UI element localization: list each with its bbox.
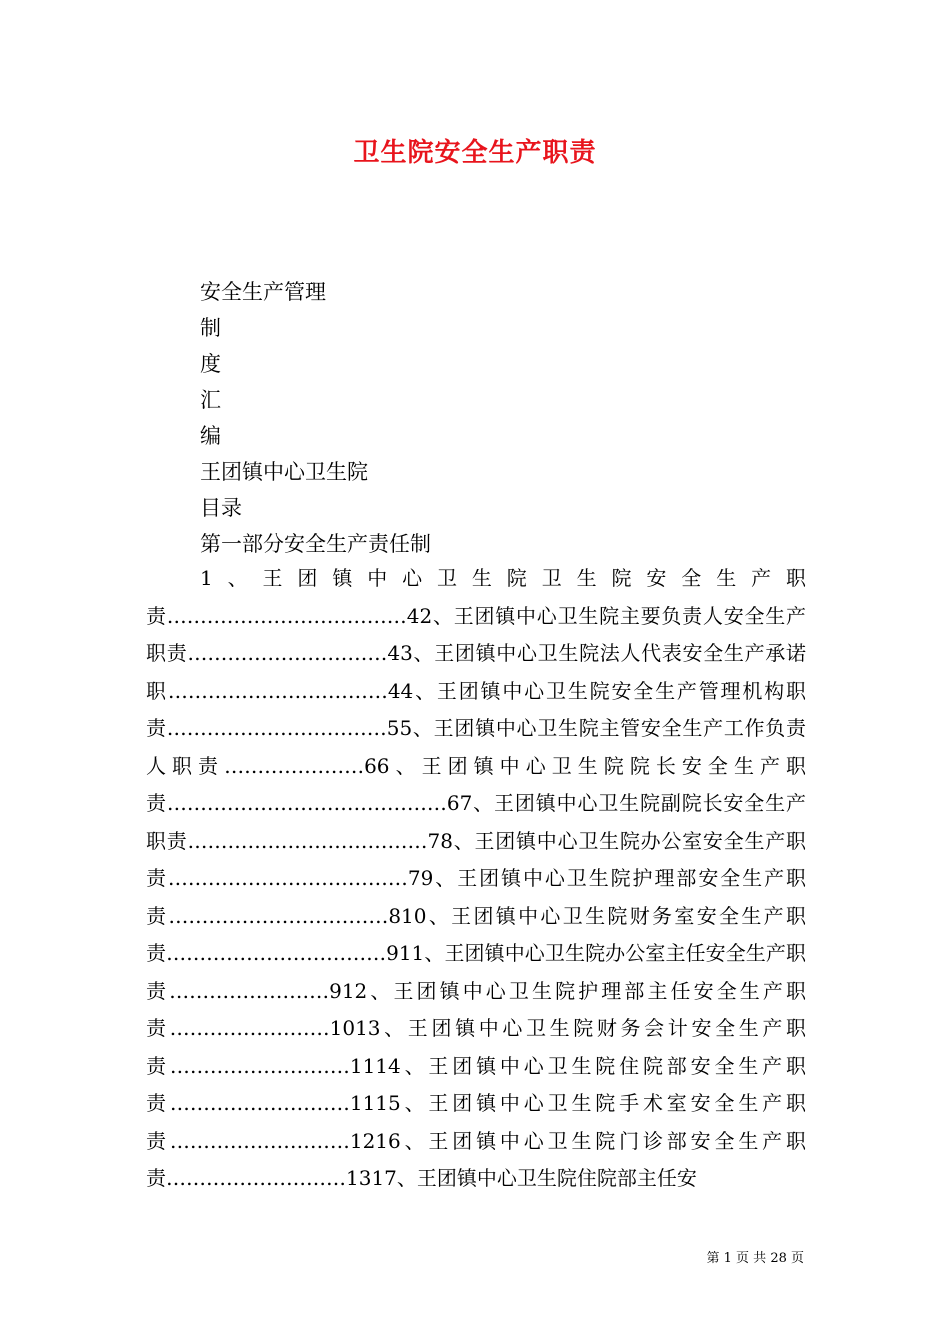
document-title: 卫生院安全生产职责 [353,138,597,168]
intro-line: 制 [200,316,221,340]
intro-line: 编 [200,424,221,448]
intro-line: 汇 [200,388,221,412]
part-heading: 第一部分安全生产责任制 [200,532,431,556]
intro-section [200,274,810,562]
organization-name: 王团镇中心卫生院 [200,460,368,484]
table-of-contents: 1、王团镇中心卫生院卫生院安全生产职责………………………………42、王团镇中心卫生院主要负责人安全生产职责…………………………43、王团镇中心卫生院法人代表安全生产承诺职……………………………44、王团镇中心卫生院安全生产管理机构职责……………………………55、王团镇中心卫生院主管安全生产工作负责人职责…………………66、王团镇中心卫生院院长安全生产职责……………………………………67、王团镇中心卫生院副院长安全生产职责………………………………78、王团镇中心卫生院办公室安全生产职责………………………………79、王团镇中心卫生院护理部安全生产职责……………………………810、王团镇中心卫生院财务室安全生产职责……………………………911、王团镇中心卫生院办公室主任安全生产职责……………………912、王团镇中心卫生院护理部主任安全生产职责……………………1013、王团镇中心卫生院财务会计安全生产职责………………………1114、王团镇中心卫生院住院部安全生产职责………………………1115、王团镇中心卫生院手术室安全生产职责………………………1216、王团镇中心卫生院门诊部安全生产职责………………………1317、王团镇中心卫生院住院部主任安 [146,566,806,1190]
intro-line: 安全生产管理 [200,280,326,304]
contents-heading: 目录 [200,496,242,520]
page-number: 第 1 页 共 28 页 [706,1251,804,1266]
intro-line: 度 [200,352,221,376]
